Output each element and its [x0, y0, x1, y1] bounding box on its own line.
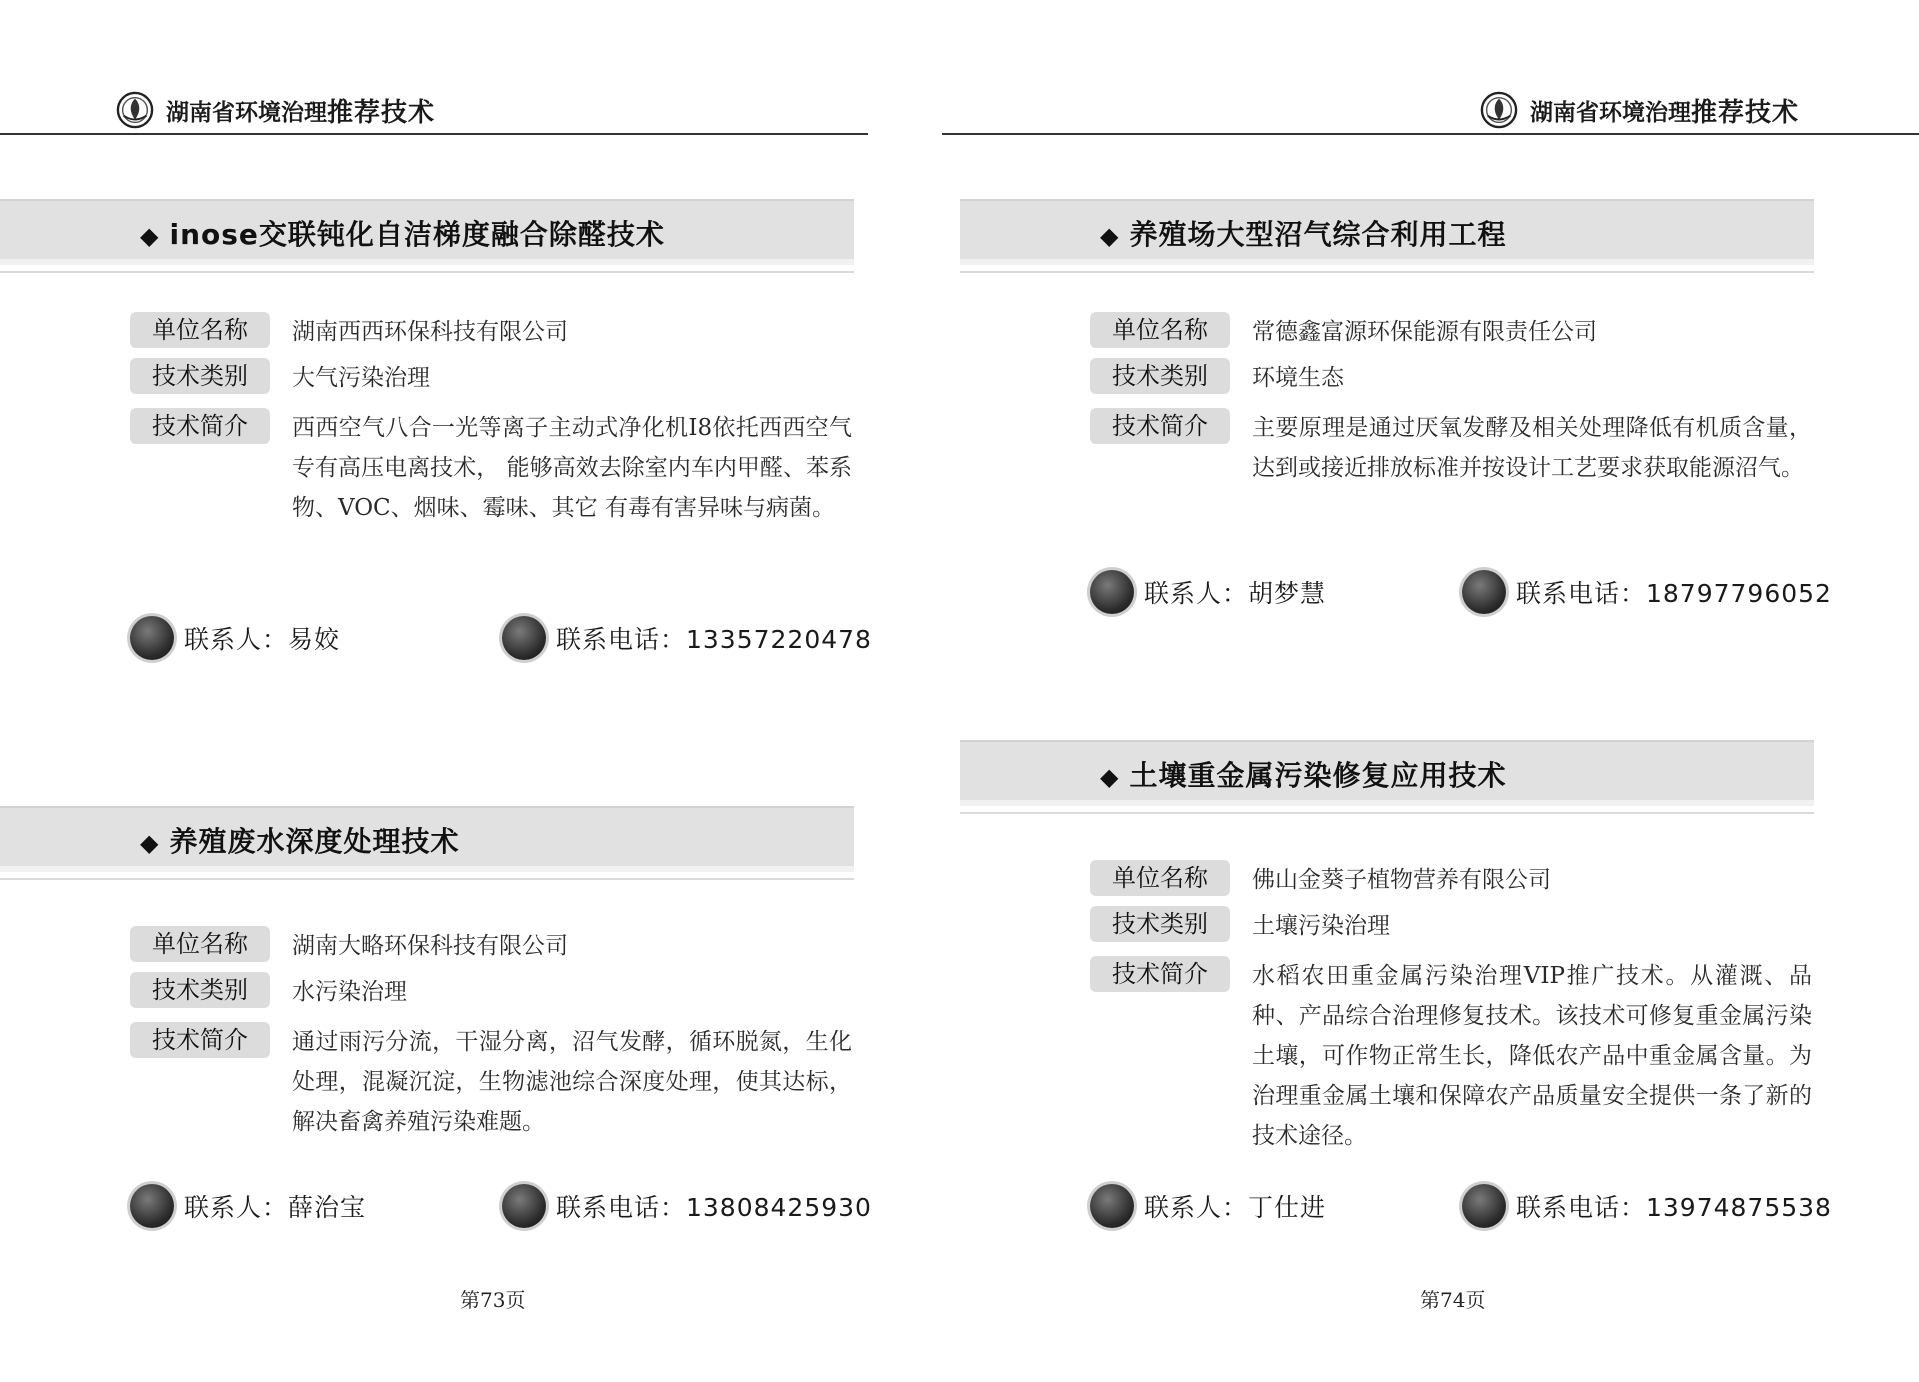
- value-unit: 湖南大略环保科技有限公司: [292, 933, 568, 959]
- section-title-band: [0, 806, 854, 872]
- row-category: [130, 358, 430, 398]
- contact-person: 联系人：丁仕进: [1090, 1184, 1326, 1228]
- diamond-icon: ◆: [1100, 763, 1120, 791]
- section-right-2: [960, 740, 1814, 806]
- section-right-1: [960, 199, 1814, 265]
- value-intro: 西西空气八合一光等离子主动式净化机I8依托西西空气专有高压电离技术， 能够高效去除室内车内甲醛、苯系物、VOC、烟味、霉味、其它 有毒有害异味与病菌。: [292, 415, 852, 521]
- person-icon: [130, 1184, 174, 1228]
- page-number-left: 第73页: [460, 1288, 526, 1312]
- contact-phone: 联系电话：13357220478: [502, 616, 872, 660]
- section-left-2: [0, 806, 854, 872]
- label-intro: 技术简介: [130, 1022, 270, 1058]
- header-title-left: 湖南省环境治理 推荐技术: [116, 91, 435, 129]
- contact-person: 联系人：薛治宝: [130, 1184, 366, 1228]
- label-category: 技术类别: [130, 972, 270, 1008]
- value-category: 水污染治理: [292, 979, 407, 1005]
- header-rule-right: [942, 133, 1919, 135]
- value-unit: 湖南西西环保科技有限公司: [292, 319, 568, 345]
- section-title: ◆ 养殖废水深度处理技术: [140, 825, 460, 858]
- logo-icon: [116, 91, 154, 129]
- value-category: 环境生态: [1252, 365, 1344, 391]
- header-rule-left: [0, 133, 868, 135]
- person-icon: [130, 616, 174, 660]
- value-intro: 水稻农田重金属污染治理VIP推广技术。从灌溉、品种、产品综合治理修复技术。该技术可修复重金属污染土壤，可作物正常生长，降低农产品中重金属含量。为治理重金属土壤和保障农产品质量安全提供一条了新的技术途径。: [1252, 963, 1812, 1149]
- contact-person: 联系人：易姣: [130, 616, 340, 660]
- label-unit: 单位名称: [1090, 860, 1230, 896]
- label-unit: 单位名称: [130, 312, 270, 348]
- value-category: 大气污染治理: [292, 365, 430, 391]
- row-unit: [1090, 860, 1551, 900]
- contact-phone: 联系电话：18797796052: [1462, 570, 1832, 614]
- value-intro: 通过雨污分流，干湿分离，沼气发酵，循环脱氮，生化处理，混凝沉淀，生物滤池综合深度处理，使其达标，解决畜禽养殖污染难题。: [292, 1029, 852, 1135]
- value-unit: 常德鑫富源环保能源有限责任公司: [1252, 319, 1597, 345]
- person-icon: [1090, 1184, 1134, 1228]
- page-number-right: 第74页: [1420, 1288, 1486, 1312]
- row-category: [130, 972, 407, 1012]
- section-title-band: [0, 199, 854, 265]
- row-unit: [130, 312, 568, 352]
- row-intro: [130, 1022, 852, 1142]
- row-unit: [130, 926, 568, 966]
- diamond-icon: ◆: [1100, 222, 1120, 250]
- contact-phone: 联系电话：13974875538: [1462, 1184, 1832, 1228]
- section-title: ◆ inose交联钝化自洁梯度融合除醛技术: [140, 218, 665, 251]
- label-unit: 单位名称: [130, 926, 270, 962]
- diamond-icon: ◆: [140, 829, 160, 857]
- row-category: [1090, 906, 1390, 946]
- label-intro: 技术简介: [1090, 408, 1230, 444]
- section-title-band: [960, 199, 1814, 265]
- row-unit: [1090, 312, 1597, 352]
- label-intro: 技术简介: [130, 408, 270, 444]
- value-unit: 佛山金葵子植物营养有限公司: [1252, 867, 1551, 893]
- section-title-band: [960, 740, 1814, 806]
- contact-person: 联系人：胡梦慧: [1090, 570, 1326, 614]
- label-unit: 单位名称: [1090, 312, 1230, 348]
- phone-icon: [1462, 1184, 1506, 1228]
- row-category: [1090, 358, 1344, 398]
- value-category: 土壤污染治理: [1252, 913, 1390, 939]
- header-title-right: 湖南省环境治理 推荐技术: [1480, 91, 1799, 129]
- person-icon: [1090, 570, 1134, 614]
- label-category: 技术类别: [1090, 358, 1230, 394]
- section-title: ◆ 养殖场大型沼气综合利用工程: [1100, 218, 1507, 251]
- contact-phone: 联系电话：13808425930: [502, 1184, 872, 1228]
- label-category: 技术类别: [130, 358, 270, 394]
- row-intro: [130, 408, 852, 528]
- phone-icon: [1462, 570, 1506, 614]
- row-intro: [1090, 408, 1812, 488]
- label-category: 技术类别: [1090, 906, 1230, 942]
- diamond-icon: ◆: [140, 222, 160, 250]
- value-intro: 主要原理是通过厌氧发酵及相关处理降低有机质含量，达到或接近排放标准并按设计工艺要求获取能源沼气。: [1252, 415, 1812, 481]
- label-intro: 技术简介: [1090, 956, 1230, 992]
- phone-icon: [502, 1184, 546, 1228]
- section-left-1: [0, 199, 854, 265]
- section-title: ◆ 土壤重金属污染修复应用技术: [1100, 759, 1507, 792]
- phone-icon: [502, 616, 546, 660]
- row-intro: [1090, 956, 1812, 1156]
- logo-icon: [1480, 91, 1518, 129]
